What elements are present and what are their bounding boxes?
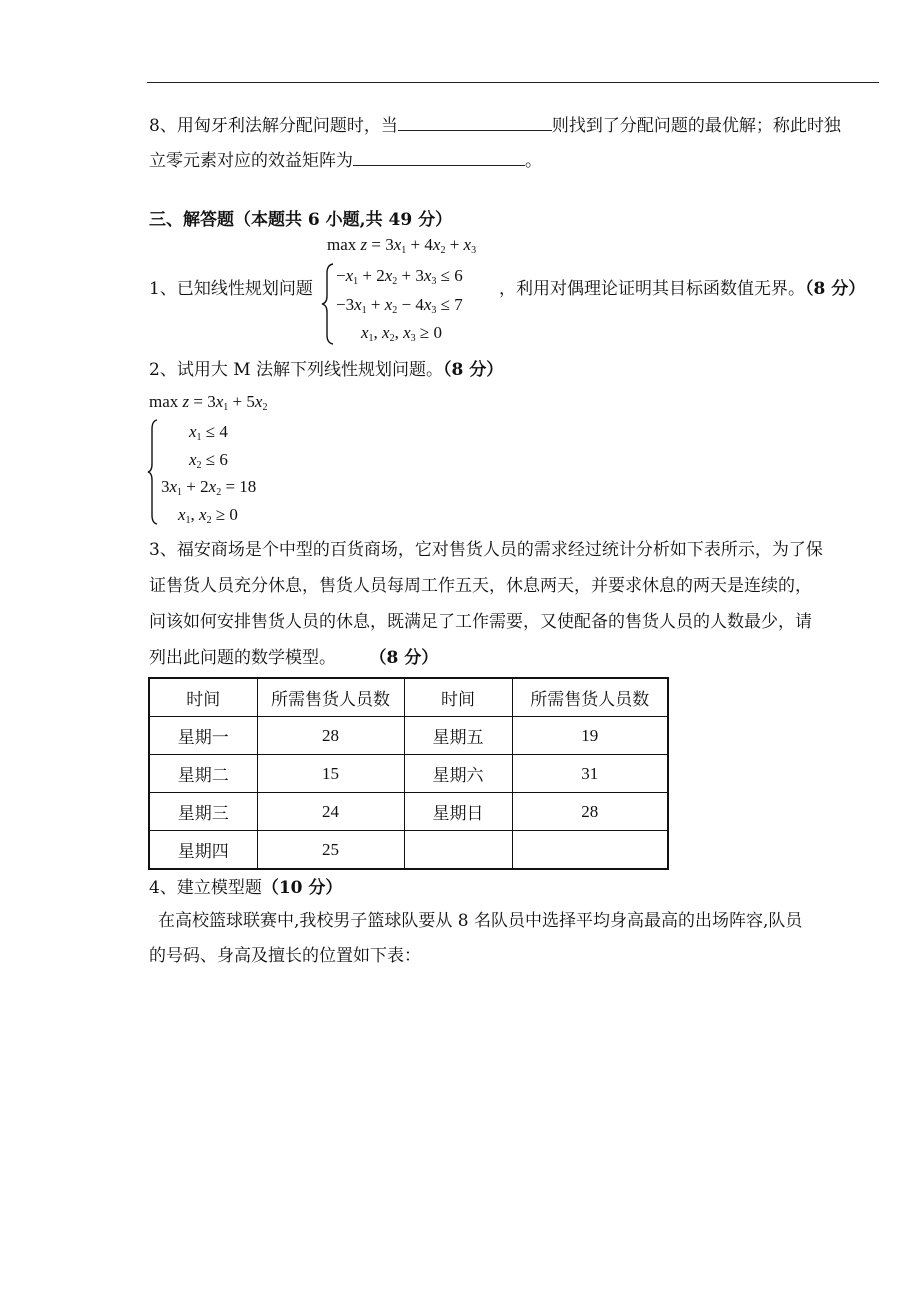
- section-heading: 三、解答题（本题共 6 小题,共 49 分）: [149, 210, 453, 230]
- q8-blank-2[interactable]: [353, 149, 525, 166]
- q8-text-part4: 。: [525, 151, 542, 171]
- table-cell-count: 24: [257, 793, 404, 831]
- p3-points: （8 分）: [378, 648, 439, 668]
- table-cell-count: [512, 831, 668, 870]
- p4-line-2: 的号码、身高及擅长的位置如下表：: [149, 946, 421, 966]
- q8-line2: [149, 149, 542, 171]
- table-header-cell: 所需售货人员数: [512, 678, 668, 717]
- p1-constraint-1: $-x_1 + 2x_2 + 3x_3 \le 6$: [336, 266, 463, 287]
- p3-line-2: 证售货人员充分休息，售货人员每周工作五天，休息两天，并要求休息的两天是连续的，: [149, 576, 812, 596]
- p1-constraint-2: $-3x_1 + x_2 - 4x_3 \le 7$: [336, 295, 463, 316]
- p2-constraint-3: $3x_1 + 2x_2 = 18$: [161, 477, 257, 498]
- table-cell-day: 星期二: [149, 755, 257, 793]
- table-cell-day: 星期六: [404, 755, 512, 793]
- staff-requirement-table: [148, 677, 669, 870]
- table-header-cell: 时间: [404, 678, 512, 717]
- q8-blank-1[interactable]: [398, 114, 552, 131]
- table-header-cell: 所需售货人员数: [257, 678, 404, 717]
- table-cell-day: 星期三: [149, 793, 257, 831]
- p3-line-4: [149, 648, 438, 668]
- p1-objective: $\max z = 3x_1 + 4x_2 + x_3$: [327, 235, 477, 256]
- table-row: [149, 755, 668, 793]
- table-row: [149, 793, 668, 831]
- table-header-cell: 时间: [149, 678, 257, 717]
- header-rule: [147, 82, 879, 83]
- table-cell-count: 28: [257, 717, 404, 755]
- p2-intro-text: 2、试用大 M 法解下列线性规划问题。: [149, 360, 444, 380]
- q8-text-part1: 8、用匈牙利法解分配问题时，当: [149, 116, 398, 136]
- table-cell-day: 星期五: [404, 717, 512, 755]
- p3-line-1: 3、福安商场是个中型的百货商场，它对售货人员的需求经过统计分析如下表所示，为了保: [149, 540, 823, 560]
- p4-heading: [149, 878, 342, 898]
- p2-constraint-1: $x_1 \le 4$: [189, 422, 228, 443]
- p3-line-4-text: 列出此问题的数学模型。: [149, 648, 336, 668]
- p1-brace: [321, 263, 335, 345]
- p1-points: （8 分）: [805, 279, 866, 299]
- q8-text-part2: 则找到了分配问题的最优解；称此时独: [551, 116, 841, 136]
- p4-points: （10 分）: [261, 878, 343, 898]
- p1-task: [499, 279, 865, 299]
- q8-line1: [149, 114, 841, 136]
- table-cell-day: 星期四: [149, 831, 257, 870]
- p2-constraint-4: $x_1$, $x_2 \ge 0$: [178, 505, 238, 526]
- p1-task-text: ，利用对偶理论证明其目标函数值无界。: [499, 279, 805, 299]
- p4-heading-text: 4、建立模型题: [149, 878, 262, 898]
- p2-points: （8 分）: [443, 360, 504, 380]
- table-cell-count: 19: [512, 717, 668, 755]
- table-cell-count: 28: [512, 793, 668, 831]
- p3-line-3: 问该如何安排售货人员的休息，既满足了工作需要，又使配备的售货人员的人数最少，请: [149, 612, 812, 632]
- table-cell-day: 星期日: [404, 793, 512, 831]
- table-cell-count: 15: [257, 755, 404, 793]
- p2-constraint-2: $x_2 \le 6$: [189, 450, 228, 471]
- table-header-row: [149, 678, 668, 717]
- p2-objective: $\max z = 3x_1 + 5x_2$: [149, 392, 268, 413]
- p2-brace: [147, 419, 159, 525]
- table-cell-count: 25: [257, 831, 404, 870]
- table-cell-day: [404, 831, 512, 870]
- table-cell-day: 星期一: [149, 717, 257, 755]
- p4-line-1: 在高校篮球联赛中,我校男子篮球队要从 8 名队员中选择平均身高最高的出场阵容,队员: [158, 911, 803, 931]
- table-row: [149, 717, 668, 755]
- p1-constraint-3: $x_1$, $x_2$, $x_3 \ge 0$: [361, 323, 442, 344]
- table-row: [149, 831, 668, 870]
- table-cell-count: 31: [512, 755, 668, 793]
- p2-intro: [149, 360, 503, 380]
- p1-intro: 1、已知线性规划问题: [149, 279, 313, 299]
- q8-text-part3: 立零元素对应的效益矩阵为: [149, 151, 353, 171]
